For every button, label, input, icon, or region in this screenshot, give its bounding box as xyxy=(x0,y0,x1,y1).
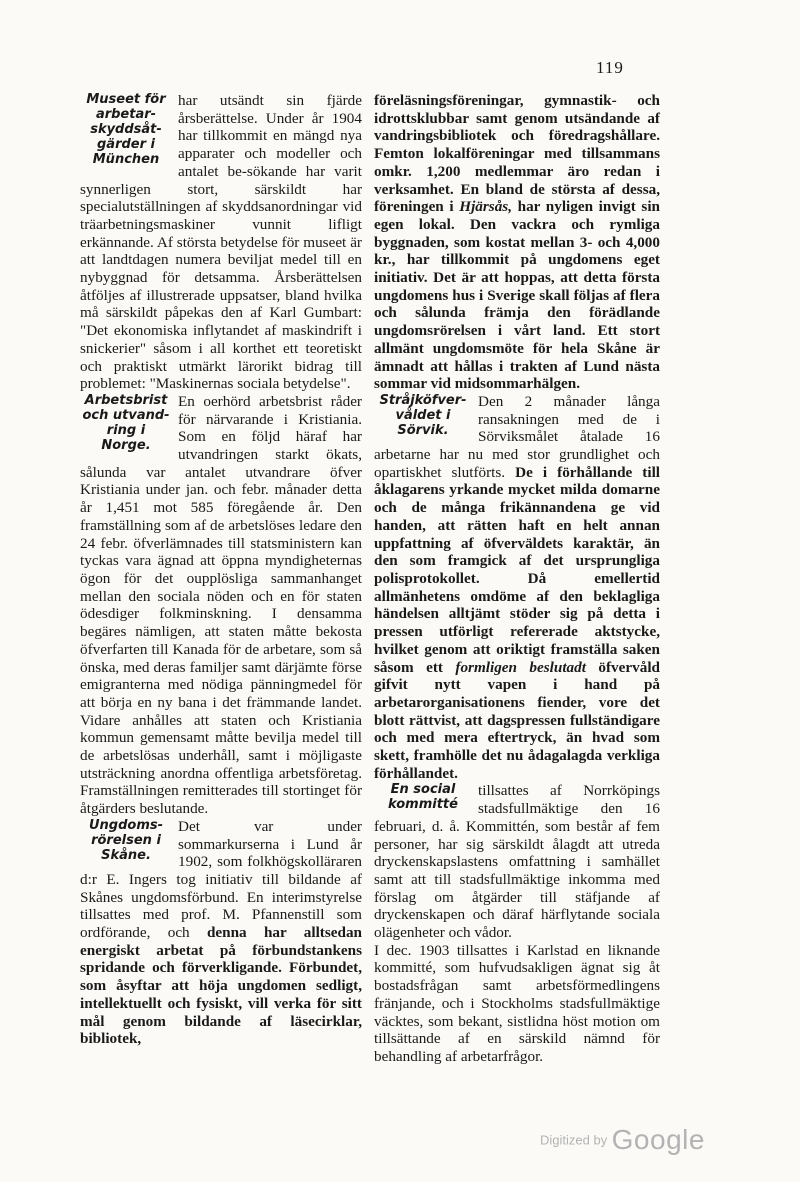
right-intro-place: Hjärsås, xyxy=(459,198,512,216)
section-norway-text: En oerhörd arbetsbrist råder för närvarande i Kristiania. Som en följd häraf har utvandringen starkt ökats, sålunda var antalet utvandrare öfver Kristiania under jan. och febr. månader detta år 1,451 mot 585 föregående år. Den framställning som af de arbetslöses ledare den 24 febr. öfverlämnades till statsministern kan tyckas vara ägnad att öppna myndigheternas ögon för det oupplösliga sammanhanget mellan den sociala nöden och en för staten ödesdiger folkminskning. I densamma begäres nämligen, att staten måtte bekosta öfverfarten till Kanada för de arbetare, som så önska, med deras familjer samt därjämte förse emigranterna med nödiga pänningmedel för att börja en ny bana i det främmande landet. Vidare anhålles att staten och Kristiania kommun gemensamt måtte bevilja medel till de arbetslösas underhåll, samt i möjligaste utsträckning anordna offentliga arbetsföretag. Framställningen remitterades till stortinget för åtgärders beslutande. xyxy=(80,392,362,818)
sidehead-museum: Museet för arbetar-skyddsåt-gärder i München xyxy=(86,92,166,167)
section-committee-text: tillsattes af Norrköpings stadsfullmäktige den 16 februari, d. å. Kommittén, som består af fem personer, har sig särskildt ålagdt att utreda dryckenskapslastens omfattning i samhället samt att till stadsfullmäktige inkomma med förslag om åtgärder till stäfjande af dryckenskapen och däraf härflytande sociala olägenheter och vådor. xyxy=(374,782,660,942)
left-column xyxy=(80,92,362,1048)
section-sorvik-bold: De i förhållande till åklagarens yrkande mycket milda domarne och de många frikännandena ge vid handen, att rätten haft en helt annan uppfattning af öfverväldets karaktär, än den som framgick af det ursprungliga polisprotokollet. Då emellertid allmänhetens omdöme af den beklagliga händelsen alltjämt stöder sig på detta i pressen utförligt refererade aktstycke, hvilket genom att oriktigt framställa saken såsom ett xyxy=(374,463,661,676)
section-skane xyxy=(80,818,362,1048)
section-sorvik xyxy=(374,393,660,782)
right-intro-part2: har nyligen invigt sin egen lokal. Den vackra och rymliga byggnaden, som kostat mellan 3- och 4,000 kr., har tillkommit på ungdomens eget initiativ. Det är att hoppas, att detta första ungdomens hus i Sverige skall följas af flera och sålunda främja den förädlande ungdomsrörelsen i vårt land. Ett stort allmänt ungdomsmöte för hela Skåne är ämnadt att hållas i trakten af Lund nästa sommar vid midsommarhälgen. xyxy=(374,198,661,393)
sidehead-committee: En social kommitté xyxy=(388,782,458,813)
section-norway xyxy=(80,393,362,818)
watermark-prefix: Digitized by xyxy=(540,1132,608,1148)
page-number: 119 xyxy=(596,58,624,77)
section-skane-plain: Det var under sommarkurserna i Lund år 1902, som folkhögskolläraren d:r E. Ingers tog initiativ till bildande af Skånes ungdomsförbund. En interimstyrelse tillsattes med prof. M. Pfannenstill som ordförande, och xyxy=(80,817,362,942)
section-sorvik-plain: Den 2 månader långa ransakningen med de i Sörviksmålet åtalade 16 arbetarne har nu med stor grundlighet och opartiskhet slutförts. xyxy=(374,392,660,481)
sidehead-sorvik: Stråjköfver-våldet i Sörvik. xyxy=(379,392,467,438)
digitized-watermark xyxy=(540,1124,710,1164)
section-sorvik-text xyxy=(374,393,660,782)
right-intro xyxy=(374,92,660,393)
right-intro-part1: föreläsningsföreningar, gymnastik- och idrottsklubbar samt genom utsändande af vandringsbibliotek och föredragshållare. Femton lokalföreningar med tillsammans omkr. 1,200 medlemmar äro redan i verksamhet. En bland de största af dessa, föreningen i xyxy=(374,92,660,216)
right-column xyxy=(374,92,660,1066)
section-committee-paragraph: I dec. 1903 tillsattes i Karlstad en liknande kommitté, som hufvudsakligen ägnat sig åt bostadsfrågan samt arbetsförmedlingens fränjande, och i Stockholms stadsfullmäktige väcktes, som bekant, sistlidna höst motion om tillsättande af en särskild nämnd för behandling af arbetarfrågor. xyxy=(374,941,660,1065)
google-logo: Google xyxy=(611,1124,705,1155)
section-sorvik-bold-italic: formligen beslutadt xyxy=(455,658,586,676)
sidehead-norway: Arbetsbrist och utvand-ring i Norge. xyxy=(82,392,170,453)
section-museum xyxy=(80,92,362,393)
section-museum-text: har utsändt sin fjärde årsberättelse. Under år 1904 har tillkommit en mängd nya apparater och modeller och antalet be-sökande har varit synnerligen stort, särskildt har specialutställningen af skyddsanordningar vid träarbetningsmaskiner vunnit lifligt erkännande. Af största betydelse för museet är att landtdagen numera beviljat medel till en nybyggnad för detsamma. Årsberättelsen åtföljes af illustrerade uppsatser, bland hvilka må särskildt påpekas den af Karl Gumbart: "Det ekonomiska inflytandet af maskindrift i snickerier" såsom i all korthet ett teoretiskt och praktiskt utmärkt lärorikt bidrag till problemet: "Maskinernas sociala betydelse". xyxy=(80,92,362,393)
section-skane-bold: denna har alltsedan energiskt arbetat på förbundstankens spridande och förverkligande. Förbundet, som åsyftar att höja ungdomen sedligt, intellektuellt och fysiskt, vill verka för sitt mål genom bildande af läsecirklar, bibliotek, xyxy=(80,924,362,1048)
sidehead-skane: Ungdoms-rörelsen i Skåne. xyxy=(88,817,164,863)
section-sorvik-bold-2: öfvervåld gifvit nytt vapen i hand på arbetarorganisationens fiender, vore det blott rättvist, att dagspressen fullständigare och med mera eftertryck, än hvad som skett, framhölle det nu ådagalagda verkliga förhållandet. xyxy=(374,658,660,782)
section-committee xyxy=(374,782,660,1065)
